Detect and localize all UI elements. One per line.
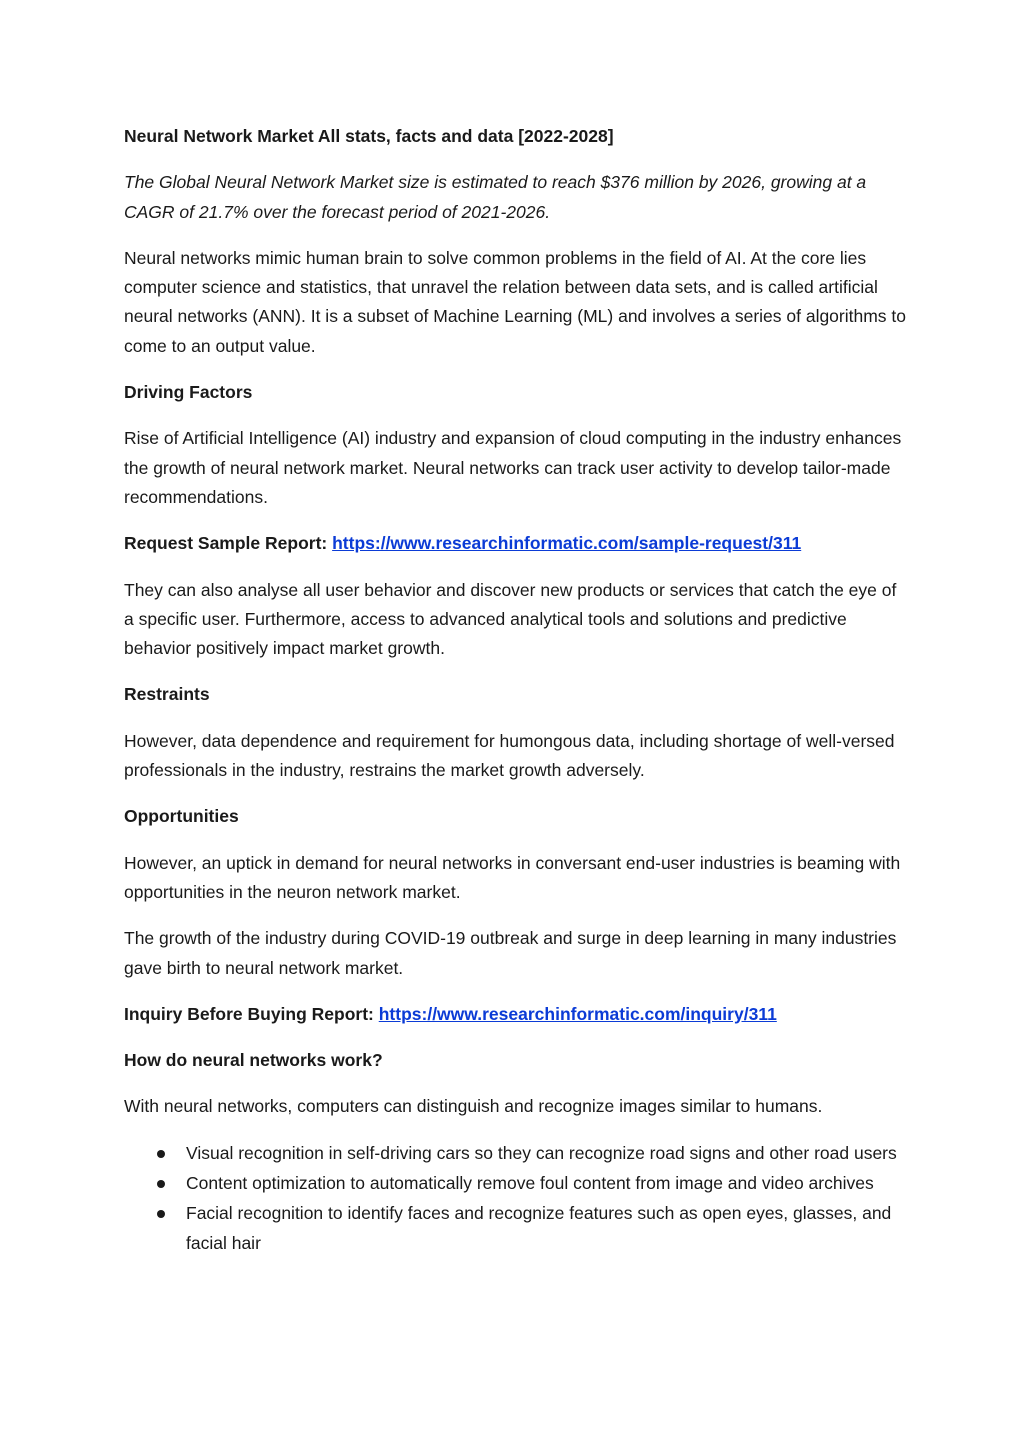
- driving-factors-paragraph: Rise of Artificial Intelligence (AI) industry and expansion of cloud computing in the industry enhances the growth of neural network market. Neural networks can track user activity to develop tailor-made recommendations.: [124, 428, 902, 507]
- how-it-works-paragraph: With neural networks, computers can distinguish and recognize images similar to humans.: [124, 1096, 823, 1117]
- bullet-icon: [157, 1180, 165, 1188]
- intro-paragraph: The Global Neural Network Market size is estimated to reach $376 million by 2026, growing at a CAGR of 21.7% over the forecast period of 2021-2026.: [124, 172, 867, 222]
- list-item-text: Content optimization to automatically remove foul content from image and video archives: [186, 1173, 874, 1194]
- sample-request-label: Request Sample Report:: [124, 533, 333, 554]
- bullet-icon: [157, 1150, 165, 1158]
- list-item-text: Facial recognition to identify faces and recognize features such as open eyes, glasses, and facial hair: [186, 1203, 892, 1253]
- document-title: Neural Network Market All stats, facts and data [2022-2028]: [124, 126, 614, 146]
- list-item: [124, 1199, 908, 1258]
- inquiry-label: Inquiry Before Buying Report:: [124, 1003, 379, 1024]
- document-page: [124, 122, 908, 1259]
- opportunities-heading: Opportunities: [124, 806, 239, 827]
- inquiry-link[interactable]: https://www.researchinformatic.com/inquiry/311: [378, 1003, 777, 1024]
- list-item-text: Visual recognition in self-driving cars so they can recognize road signs and other road users: [186, 1142, 897, 1163]
- list-item: [124, 1169, 908, 1198]
- restraints-paragraph: However, data dependence and requirement for humongous data, including shortage of well-versed professionals in the industry, restrains the market growth adversely.: [124, 730, 895, 781]
- how-it-works-heading: How do neural networks work?: [124, 1050, 383, 1071]
- driving-factors-heading: Driving Factors: [124, 382, 253, 403]
- restraints-heading: Restraints: [124, 684, 210, 705]
- overview-paragraph: Neural networks mimic human brain to solve common problems in the field of AI. At the core lies computer science and statistics, that unravel the relation between data sets, and is called artificial neural networks (ANN). It is a subset of Machine Learning (ML) and involves a series of algorithms to come to an output value.: [124, 247, 907, 356]
- list-item: [124, 1139, 908, 1168]
- applications-list: [124, 1139, 908, 1258]
- opportunities-paragraph: However, an uptick in demand for neural networks in conversant end-user industries is beaming with opportunities in the neuron network market.: [124, 852, 901, 902]
- covid-growth-paragraph: The growth of the industry during COVID-19 outbreak and surge in deep learning in many industries gave birth to neural network market.: [124, 928, 897, 978]
- inquiry-line: [124, 1000, 908, 1029]
- user-behavior-paragraph: They can also analyse all user behavior and discover new products or services that catch the eye of a specific user. Furthermore, access to advanced analytical tools and solutions and predictive behavior positively impact market growth.: [124, 579, 897, 659]
- bullet-icon: [157, 1210, 165, 1218]
- sample-request-link[interactable]: https://www.researchinformatic.com/sample-request/311: [332, 533, 802, 554]
- sample-request-line: [124, 529, 908, 558]
